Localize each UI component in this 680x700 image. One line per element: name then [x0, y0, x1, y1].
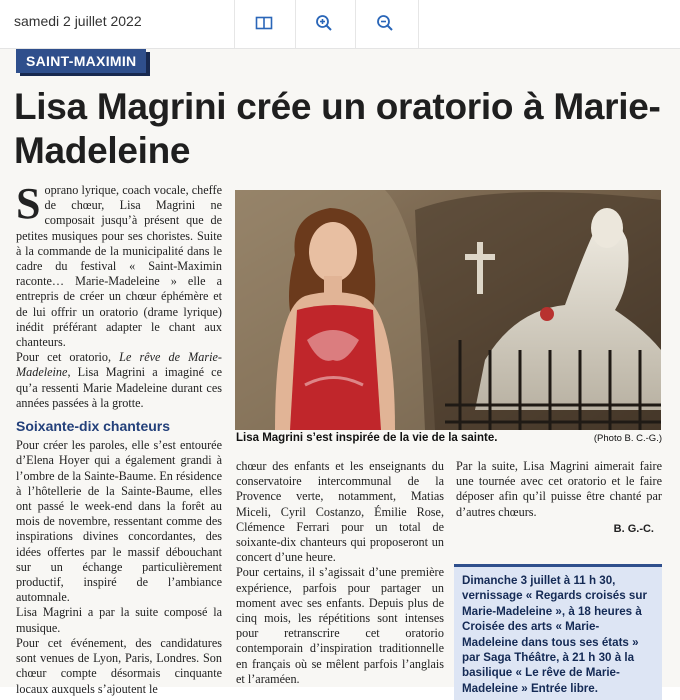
zoom-out-button[interactable] — [368, 8, 402, 38]
single-page-button[interactable] — [247, 8, 281, 38]
viewer-toolbar — [0, 0, 680, 49]
single-page-icon — [255, 16, 273, 30]
photo-credit: (Photo B. C.-G.) — [593, 433, 662, 444]
photo-caption: Lisa Magrini s’est inspirée de la vie de la sainte. (Photo B. C.-G.) — [236, 432, 662, 444]
section-kicker: SAINT-MAXIMIN — [16, 49, 146, 73]
toolbar-divider — [295, 0, 296, 48]
section-subhead: Soixante-dix chanteurs — [16, 418, 171, 435]
zoom-out-icon — [376, 14, 394, 32]
toolbar-divider — [234, 0, 235, 48]
toolbar-divider — [355, 0, 356, 48]
newspaper-page — [0, 49, 680, 696]
paragraph: Par la suite, Lisa Magrini aimerait faire une tournée avec cet oratorio et le faire déposer afin qu’il puisse être chanté par d’autres chœurs. — [456, 459, 662, 519]
toolbar-divider — [418, 0, 419, 48]
paragraph: Pour certains, il s’agissait d’une première expérience, parfois pour partager un moment avec ses enfants. Depuis plus de cinq mois, les répétitions sont intenses pour retranscrire cet oratorio contemporain d’inspiration traditionnelle en français où se mêlent parfois l’anglais et l’araméen. — [236, 565, 444, 686]
article-photo — [235, 190, 661, 430]
article-column-2 — [236, 459, 444, 687]
paragraph: Pour cet événement, des candidatures sont venues de Lyon, Paris, Londres. Son chœur compte désormais cinquante locaux auxquels s’ajoutent le — [16, 635, 222, 696]
event-info-box: Dimanche 3 juillet à 11 h 30, vernissage « Regards croisés sur Marie-Madeleine », à 18 heures à Croisée des arts « Marie-Madeleine dans tous ses états » par Saga Théâtre, à 21 h 30 à la basilique « Le rêve de Marie-Madeleine » Entrée libre. — [454, 564, 662, 700]
article-column-3 — [456, 459, 662, 537]
oratorio-title: Le rêve de Marie-Madeleine — [16, 350, 222, 380]
paragraph: Lisa Magrini a par la suite composé la musique. — [16, 605, 222, 635]
zoom-in-icon — [315, 14, 333, 32]
paragraph: Pour créer les paroles, elle s’est entourée d’Elena Hoyer qui a également grandi à l’ombre de la Sainte-Baume. En résidence à l’hôtellerie de la Sainte-Baume, elles ont passé le week-end dans la forêt au mois de novembre, ressentant comme des inspirations divines concordantes, des idées offertes par le massif débouchant sur un échange particulièrement productif, inspiré de l’ambiance automnale. — [16, 438, 222, 605]
paragraph: Pour cet oratorio, Le rêve de Marie-Madeleine, Lisa Magrini a imaginé ce qu’a ressenti Marie Madeleine durant ces années passées à la grotte. — [16, 350, 222, 410]
photo-illustration — [235, 190, 661, 430]
lead-paragraph: Soprano lyrique, coach vocale, cheffe de chœur, Lisa Magrini ne composait jusqu’à présent que de petites musiques pour ses choristes. Suite à la commande de la municipalité dans le cadre du festival « Saint-Maximin raconte… Marie-Madeleine » elle a entrepris de créer un chœur éphémère et de lui offrir un oratorio (drame lyrique) inédit préférant adapter le chant aux chanteurs. — [16, 179, 222, 350]
article-column-1 — [16, 179, 222, 697]
article-headline: Lisa Magrini crée un oratorio à Marie-Madeleine — [14, 86, 661, 171]
zoom-in-button[interactable] — [307, 8, 341, 38]
paragraph: chœur des enfants et les enseignants du conservatoire intercommunal de la Provence verte, notamment, Matias Miceli, Cyril Costanzo, Émilie Rose, Clémence Ferrari pour un total de soixante-dix chanteurs qui proposeront un concert d’une heure. — [236, 459, 444, 565]
author-signature: B. G.-C. — [613, 522, 654, 535]
drop-cap: S — [16, 179, 41, 228]
issue-date: samedi 2 juillet 2022 — [14, 13, 142, 29]
